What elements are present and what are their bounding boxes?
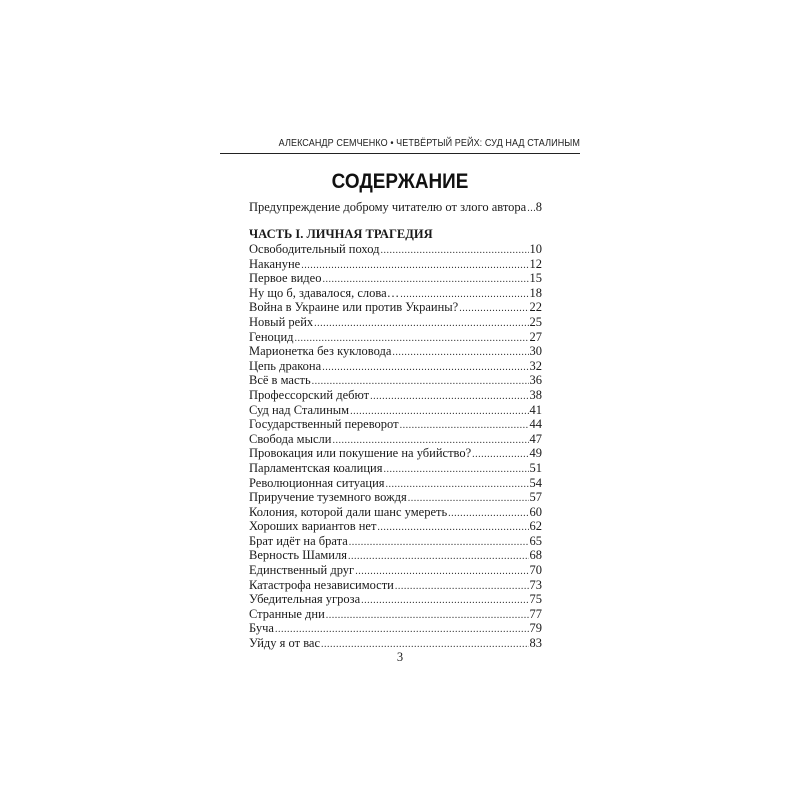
dot-leader	[326, 609, 529, 624]
dot-leader	[395, 580, 529, 595]
toc-entry-title: Всё в масть	[249, 373, 311, 388]
toc-entry	[249, 607, 542, 622]
toc-entry	[249, 592, 542, 607]
dot-leader	[527, 203, 535, 214]
toc-title: СОДЕРЖАНИЕ	[331, 170, 469, 193]
toc-entry-title: Цепь дракона	[249, 358, 322, 373]
toc-entry-page: 68	[529, 548, 542, 563]
toc-entry	[249, 359, 542, 374]
toc-entry-title: Профессорский дебют	[249, 387, 370, 402]
toc-entry-page: 73	[529, 577, 542, 592]
toc-entry-page: 44	[529, 417, 542, 432]
toc-entry	[249, 344, 542, 359]
toc-entry-page: 18	[529, 285, 542, 300]
toc-entry-page: 65	[529, 533, 542, 548]
part-heading: ЧАСТЬ I. ЛИЧНАЯ ТРАГЕДИЯ	[249, 227, 433, 241]
toc-entry	[249, 621, 542, 636]
toc-entry	[249, 578, 542, 593]
toc-entry	[249, 446, 542, 461]
toc-entry-page: 60	[529, 504, 542, 519]
toc-entry	[249, 257, 542, 272]
toc-entry	[249, 300, 542, 315]
dot-leader	[459, 302, 528, 317]
dot-leader	[392, 346, 528, 361]
toc-intro-entry	[249, 200, 542, 216]
dot-leader	[448, 507, 528, 522]
toc-entry-title: Хороших вариантов нет	[249, 519, 377, 534]
toc-entry-title: Верность Шамиля	[249, 548, 347, 563]
toc-entry-title: Буча	[249, 621, 274, 636]
toc-entry	[249, 417, 542, 432]
toc-entry-page: 12	[529, 256, 542, 271]
dot-leader	[383, 463, 528, 478]
toc-entry	[249, 461, 542, 476]
toc-entry-page: 38	[529, 387, 542, 402]
page-number: 3	[396, 650, 404, 664]
toc-entry-page: 10	[529, 242, 542, 256]
toc-entry-title: Революционная ситуация	[249, 475, 385, 490]
toc-entry-page: 77	[529, 606, 542, 621]
toc-entry-page: 15	[529, 271, 542, 286]
toc-entry	[249, 563, 542, 578]
toc-entry	[249, 315, 542, 330]
toc-entry-page: 49	[529, 446, 542, 461]
toc-entry	[249, 636, 542, 651]
toc-entry-title: Провокация или покушение на убийство?	[249, 446, 472, 461]
toc-entry	[249, 505, 542, 520]
toc-entry-page: 32	[529, 358, 542, 373]
toc-entry-title: Война в Украине или против Украины?	[249, 300, 459, 315]
toc-entry	[249, 286, 542, 301]
toc-entry-page: 8	[535, 200, 542, 214]
dot-leader	[361, 594, 528, 609]
toc-entry-page: 25	[529, 314, 542, 329]
toc-entry-title: Уйду я от вас	[249, 636, 321, 651]
toc-entry-title: Освободительный поход	[249, 242, 380, 256]
toc-entry	[249, 476, 542, 491]
toc-entry-page: 47	[529, 431, 542, 446]
toc-entry-title: Убедительная угроза	[249, 592, 361, 607]
toc-entry-title: Приручение туземного вождя	[249, 490, 407, 505]
toc-entry-page: 83	[529, 636, 542, 651]
dot-leader	[400, 419, 529, 434]
dot-leader	[322, 361, 528, 376]
toc-entry-page: 41	[529, 402, 542, 417]
toc-entry	[249, 432, 542, 447]
toc-entry-page: 70	[529, 563, 542, 578]
toc-entry	[249, 548, 542, 563]
toc-entry-page: 30	[529, 344, 542, 359]
toc-entry	[249, 330, 542, 345]
toc-entry-title: Ну що б, здавалося, слова…	[249, 285, 400, 300]
toc-entry-title: Свобода мысли	[249, 431, 332, 446]
toc-entry-page: 27	[529, 329, 542, 344]
toc-entry-title: Первое видео	[249, 271, 322, 286]
toc-entry-page: 51	[529, 460, 542, 475]
toc-entry-title: Колония, которой дали шанс умереть	[249, 504, 448, 519]
toc-entry	[249, 403, 542, 418]
toc-entry-title: Брат идёт на брата	[249, 533, 348, 548]
dot-leader	[301, 259, 528, 274]
dot-leader	[472, 448, 528, 463]
toc-entry-title: Предупреждение доброму читателю от злого автора	[249, 200, 527, 214]
toc-entry-title: Геноцид	[249, 329, 294, 344]
toc-entry	[249, 519, 542, 534]
toc-entry	[249, 388, 542, 403]
dot-leader	[377, 521, 528, 536]
toc-entry-title: Катастрофа независимости	[249, 577, 394, 592]
toc-entry-page: 75	[529, 592, 542, 607]
toc-entry	[249, 271, 542, 286]
toc-entry-page: 36	[529, 373, 542, 388]
toc-entry-title: Новый рейх	[249, 314, 314, 329]
toc-entry-title: Странные дни	[249, 606, 325, 621]
dot-leader	[321, 638, 528, 653]
toc-entry-title: Парламентская коалиция	[249, 460, 383, 475]
toc-list	[249, 242, 542, 651]
dot-leader	[370, 390, 528, 405]
header-rule	[220, 153, 580, 154]
toc-entry-page: 62	[529, 519, 542, 534]
toc-entry-page: 54	[529, 475, 542, 490]
dot-leader	[348, 550, 529, 565]
toc-entry	[249, 490, 542, 505]
toc-entry-page: 57	[529, 490, 542, 505]
toc-entry-page: 79	[529, 621, 542, 636]
toc-entry-title: Единственный друг	[249, 563, 355, 578]
running-header: АЛЕКСАНДР СЕМЧЕНКО • ЧЕТВЁРТЫЙ РЕЙХ: СУД НАД СТАЛИНЫМ	[278, 137, 580, 149]
toc-entry-title: Марионетка без кукловода	[249, 344, 392, 359]
dot-leader	[314, 317, 528, 332]
toc-entry	[249, 242, 542, 257]
toc-entry	[249, 534, 542, 549]
toc-entry	[249, 373, 542, 388]
dot-leader	[349, 536, 529, 551]
toc-entry-title: Государственный переворот	[249, 417, 399, 432]
toc-entry-title: Суд над Сталиным	[249, 402, 350, 417]
toc-entry-page: 22	[529, 300, 542, 315]
dot-leader	[380, 244, 528, 259]
toc-entry-title: Накануне	[249, 256, 301, 271]
